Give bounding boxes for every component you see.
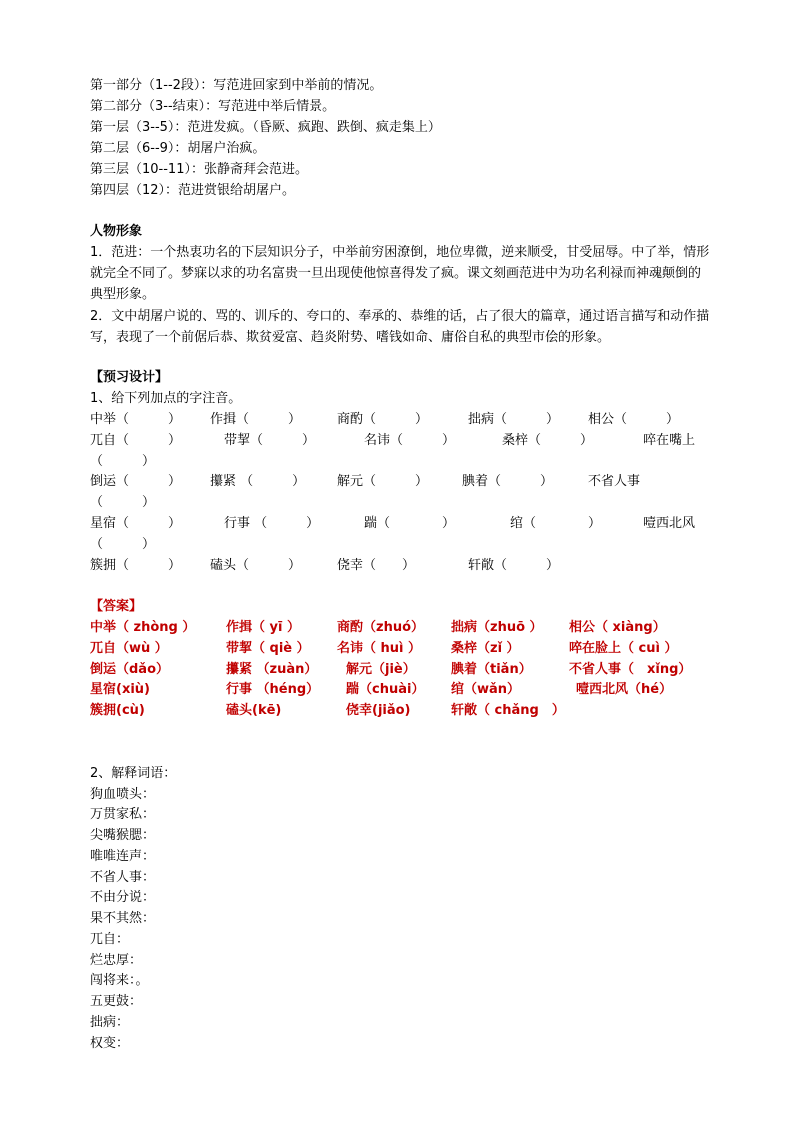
preview-item: 解元（ ） — [337, 474, 429, 489]
preview-item: 磕头（ ） — [210, 558, 302, 573]
vocab-item: 兀自： — [90, 932, 130, 947]
preview-item: 轩敞（ ） — [468, 558, 560, 573]
preview-item: 侥幸（ ） — [337, 558, 416, 573]
answer-item: 绾（wǎn） — [451, 682, 521, 697]
answer-item: 行事 （héng） — [226, 682, 320, 697]
answer-item: 攥紧 （zuàn） — [226, 662, 318, 677]
answer-item: 轩敞（ chǎng ） — [451, 703, 565, 718]
vocab-item: 尖嘴猴腮： — [90, 828, 156, 843]
vocab-item: 五更鼓： — [90, 994, 143, 1009]
answer-item: 解元（jiè） — [346, 662, 416, 677]
answer-item: 商酌（zhuó） — [337, 620, 425, 635]
preview-question-1: 1、给下列加点的字注音。 — [90, 391, 242, 406]
preview-item: 桑梓（ ） — [502, 433, 594, 448]
answer-item: 簇拥(cù) — [90, 703, 145, 718]
preview-item: （ ） — [90, 454, 156, 469]
answer-item: 拙病（zhuō ） — [451, 620, 543, 635]
answers-heading: 【答案】 — [90, 599, 143, 614]
vocab-item: 拙病： — [90, 1015, 130, 1030]
character-paragraph-1: 1．范进：一个热衷功名的下层知识分子，中举前穷困潦倒，地位卑微，逆来顺受，甘受屈辱。中了举，情形就完全不同了。梦寐以求的功名富贵一旦出现使他惊喜得发了疯。课文刻画范进中为功名利禄而神魂颠倒的典型形象。 — [90, 245, 710, 302]
structure-line-3: 第一层（3--5）：范进发疯。（昏厥、疯跑、跌倒、疯走集上） — [90, 120, 441, 135]
answer-item: 名讳（ huì ） — [337, 641, 422, 656]
vocab-item: 不由分说： — [90, 890, 156, 905]
preview-item: 作揖（ ） — [210, 412, 302, 427]
vocab-item: 闯将来：。 — [90, 973, 149, 988]
vocab-item: 唯唯连声： — [90, 849, 156, 864]
preview-item: 倒运（ ） — [90, 474, 182, 489]
answer-item: 作揖（ yī ） — [226, 620, 300, 635]
answer-item: 踹（chuài） — [346, 682, 425, 697]
vocab-item: 狗血喷头： — [90, 787, 156, 802]
vocab-item: 果不其然： — [90, 911, 156, 926]
vocab-item: 不省人事： — [90, 870, 156, 885]
structure-line-2: 第二部分（3--结束）：写范进中举后情景。 — [90, 99, 336, 114]
vocab-question-2: 2、解释词语： — [90, 766, 177, 781]
preview-item: （ ） — [90, 495, 156, 510]
preview-item: 踹（ ） — [364, 516, 456, 531]
answer-item: 噎西北风（hé） — [576, 682, 673, 697]
preview-item: 不省人事 — [588, 474, 641, 489]
characters-heading: 人物形象 — [90, 224, 143, 239]
answer-item: 桑梓（zǐ ） — [451, 641, 520, 656]
preview-item: 攥紧 （ ） — [210, 474, 306, 489]
answer-item: 带挈（ qiè ） — [226, 641, 310, 656]
character-paragraph-2: 2．文中胡屠户说的、骂的、训斥的、夸口的、奉承的、恭维的话，占了很大的篇章，通过语言描写和动作描写，表现了一个前倨后恭、欺贫爱富、趋炎附势、嗜钱如命、庸俗自私的典型市侩的形象。 — [90, 309, 710, 345]
answer-item: 相公（ xiàng） — [569, 620, 666, 635]
preview-item: 噎西北风 — [643, 516, 696, 531]
preview-item: 啐在嘴上 — [643, 433, 696, 448]
preview-item: 簇拥（ ） — [90, 558, 182, 573]
vocab-item: 万贯家私： — [90, 807, 156, 822]
answer-item: 倒运（dǎo） — [90, 662, 170, 677]
preview-item: 绾（ ） — [510, 516, 602, 531]
answer-item: 不省人事（ xǐng） — [569, 662, 692, 677]
structure-line-4: 第二层（6--9）：胡屠户治疯。 — [90, 141, 266, 156]
answer-item: 磕头(kē) — [226, 703, 282, 718]
structure-line-1: 第一部分（1--2段）：写范进回家到中举前的情况。 — [90, 78, 383, 93]
vocab-item: 权变： — [90, 1036, 130, 1051]
vocab-item: 烂忠厚： — [90, 953, 143, 968]
preview-item: 拙病（ ） — [468, 412, 560, 427]
preview-item: 商酌（ ） — [337, 412, 429, 427]
preview-item: 相公（ ） — [588, 412, 680, 427]
preview-item: 名讳（ ） — [364, 433, 456, 448]
preview-heading: 【预习设计】 — [90, 370, 169, 385]
preview-item: 中举（ ） — [90, 412, 182, 427]
preview-item: （ ） — [90, 537, 156, 552]
structure-line-5: 第三层（10--11）：张静斋拜会范进。 — [90, 162, 308, 177]
answer-item: 侥幸(jiǎo) — [346, 703, 411, 718]
preview-item: 星宿（ ） — [90, 516, 182, 531]
answer-item: 啐在脸上（ cuì ） — [569, 641, 678, 656]
answer-item: 兀自（wù ） — [90, 641, 168, 656]
preview-item: 兀自（ ） — [90, 433, 182, 448]
answer-item: 星宿(xiù) — [90, 682, 150, 697]
answer-item: 中举（ zhòng ） — [90, 620, 196, 635]
preview-item: 带挈（ ） — [224, 433, 316, 448]
structure-line-6: 第四层（12）：范进赏银给胡屠户。 — [90, 183, 296, 198]
preview-item: 行事 （ ） — [224, 516, 320, 531]
answer-item: 腆着（tiǎn） — [451, 662, 532, 677]
preview-item: 腆着（ ） — [462, 474, 554, 489]
